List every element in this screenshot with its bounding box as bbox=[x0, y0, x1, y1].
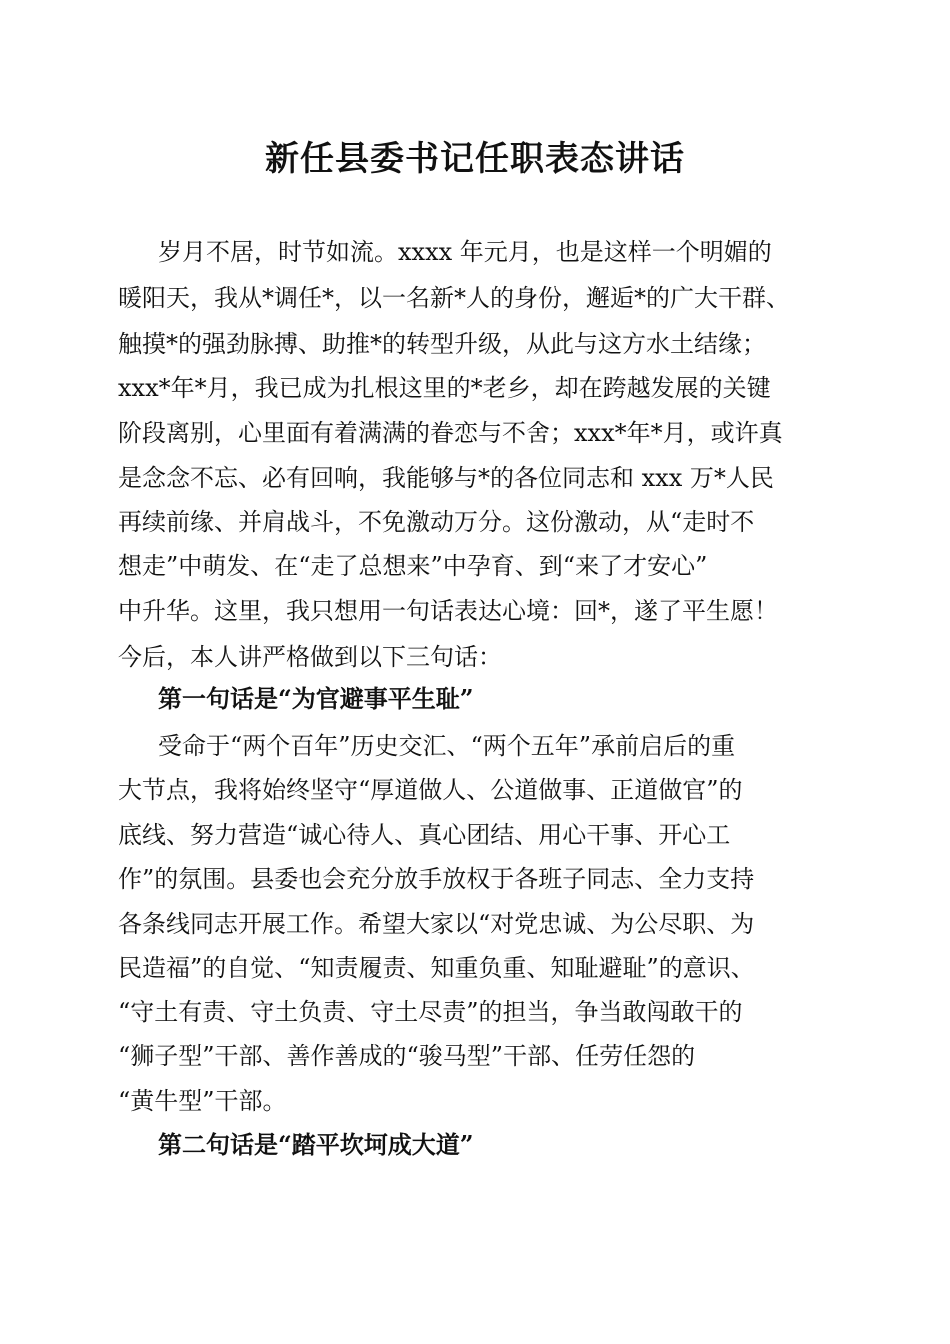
paragraph-line: “守土有责、守土负责、守土尽责”的担当，争当敢闯敢干的 bbox=[118, 998, 743, 1026]
paragraph-line: 想走”中萌发、在“走了总想来”中孕育、到“来了才安心” bbox=[118, 552, 708, 580]
paragraph-line: 岁月不居，时节如流。xxxx 年元月，也是这样一个明媚的 bbox=[158, 238, 772, 266]
paragraph-line: 再续前缘、并肩战斗，不免激动万分。这份激动，从“走时不 bbox=[118, 508, 755, 536]
paragraph-line: 暖阳天，我从*调任*，以一名新*人的身份，邂逅*的广大干群、 bbox=[118, 284, 790, 312]
document-title: 新任县委书记任职表态讲话 bbox=[265, 139, 685, 179]
paragraph-line: 作”的氛围。县委也会充分放手放权于各班子同志、全力支持 bbox=[118, 865, 755, 893]
paragraph-line: 各条线同志开展工作。希望大家以“对党忠诚、为公尽职、为 bbox=[118, 910, 755, 938]
paragraph-line: 触摸*的强劲脉搏、助推*的转型升级，从此与这方水土结缘； bbox=[118, 330, 766, 358]
paragraph-line: 今后，本人讲严格做到以下三句话： bbox=[118, 643, 502, 671]
paragraph-line: 大节点，我将始终坚守“厚道做人、公道做事、正道做官”的 bbox=[118, 776, 743, 804]
paragraph-line: “黄牛型”干部。 bbox=[118, 1087, 287, 1115]
paragraph-line: 是念念不忘、必有回响，我能够与*的各位同志和 xxx 万*人民 bbox=[118, 464, 774, 492]
section-heading-2: 第二句话是“踏平坎坷成大道” bbox=[158, 1130, 474, 1159]
paragraph-line: xxx*年*月，我已成为扎根这里的*老乡，却在跨越发展的关键 bbox=[118, 374, 771, 402]
paragraph-line: “狮子型”干部、善作善成的“骏马型”干部、任劳任怨的 bbox=[118, 1042, 696, 1070]
paragraph-line: 阶段离别，心里面有着满满的眷恋与不舍；xxx*年*月，或许真 bbox=[118, 419, 783, 447]
paragraph-line: 受命于“两个百年”历史交汇、“两个五年”承前启后的重 bbox=[158, 732, 736, 760]
section-heading-1: 第一句话是“为官避事平生耻” bbox=[158, 684, 474, 713]
paragraph-line: 中升华。这里，我只想用一句话表达心境：回*，遂了平生愿！ bbox=[118, 597, 778, 625]
paragraph-line: 底线、努力营造“诚心待人、真心团结、用心干事、开心工 bbox=[118, 821, 731, 849]
paragraph-line: 民造福”的自觉、“知责履责、知重负重、知耻避耻”的意识、 bbox=[118, 954, 755, 982]
